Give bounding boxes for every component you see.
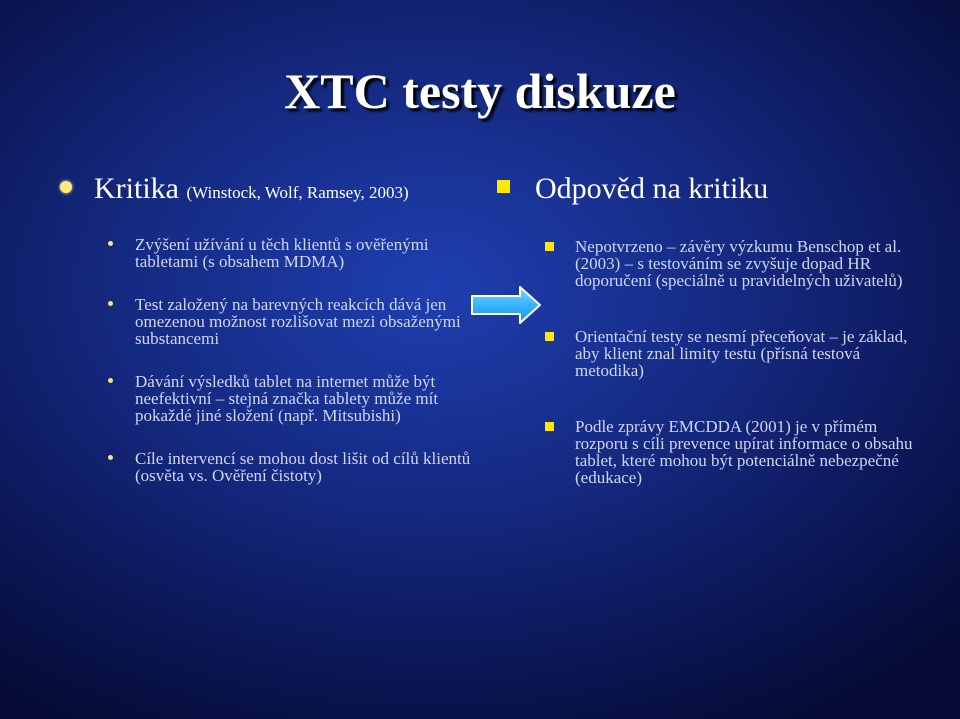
square-bullet-icon	[497, 180, 510, 193]
right-arrow-icon	[470, 285, 542, 325]
right-heading-text: Odpověd na kritiku	[535, 172, 769, 205]
slide-title: XTC testy diskuze	[284, 63, 676, 119]
left-heading-text: Kritika	[94, 172, 179, 205]
list-item: Test založený na barevných reakcích dává jen omezenou možnost rozlišovat mezi obsaženými substancemi	[108, 296, 473, 347]
dot-bullet-icon	[108, 455, 113, 460]
response-list	[545, 238, 915, 525]
square-bullet-icon	[545, 242, 554, 251]
dot-bullet-icon	[108, 378, 113, 383]
left-heading-citation: (Winstock, Wolf, Ramsey, 2003)	[186, 183, 409, 202]
list-item: Dávání výsledků tablet na internet může být neefektivní – stejná značka tablety může mít pokaždé jiné složení (např. Mitsubishi)	[108, 373, 473, 424]
dot-bullet-icon	[108, 241, 113, 246]
list-item: Zvýšení užívání u těch klientů s ověřenými tabletami (s obsahem MDMA)	[108, 236, 473, 270]
dot-bullet-icon	[108, 301, 113, 306]
right-column-heading	[497, 172, 768, 206]
square-bullet-icon	[545, 422, 554, 431]
critique-list	[108, 236, 473, 510]
left-column-heading	[60, 172, 409, 206]
list-item: Orientační testy se nesmí přeceňovat – je základ, aby klient znal limity testu (přísná testová metodika)	[545, 328, 915, 379]
square-bullet-icon	[545, 332, 554, 341]
round-bullet-icon	[60, 181, 72, 193]
list-item: Podle zprávy EMCDDA (2001) je v přímém rozporu s cíli prevence upírat informace o obsahu tablet, které mohou být potenciálně nebezpečné (edukace)	[545, 418, 915, 486]
list-item: Cíle intervencí se mohou dost lišit od cílů klientů (osvěta vs. Ověření čistoty)	[108, 450, 473, 484]
list-item: Nepotvrzeno – závěry výzkumu Benschop et al. (2003) – s testováním se zvyšuje dopad HR doporučení (speciálně u pravidelných uživatelů)	[545, 238, 915, 289]
